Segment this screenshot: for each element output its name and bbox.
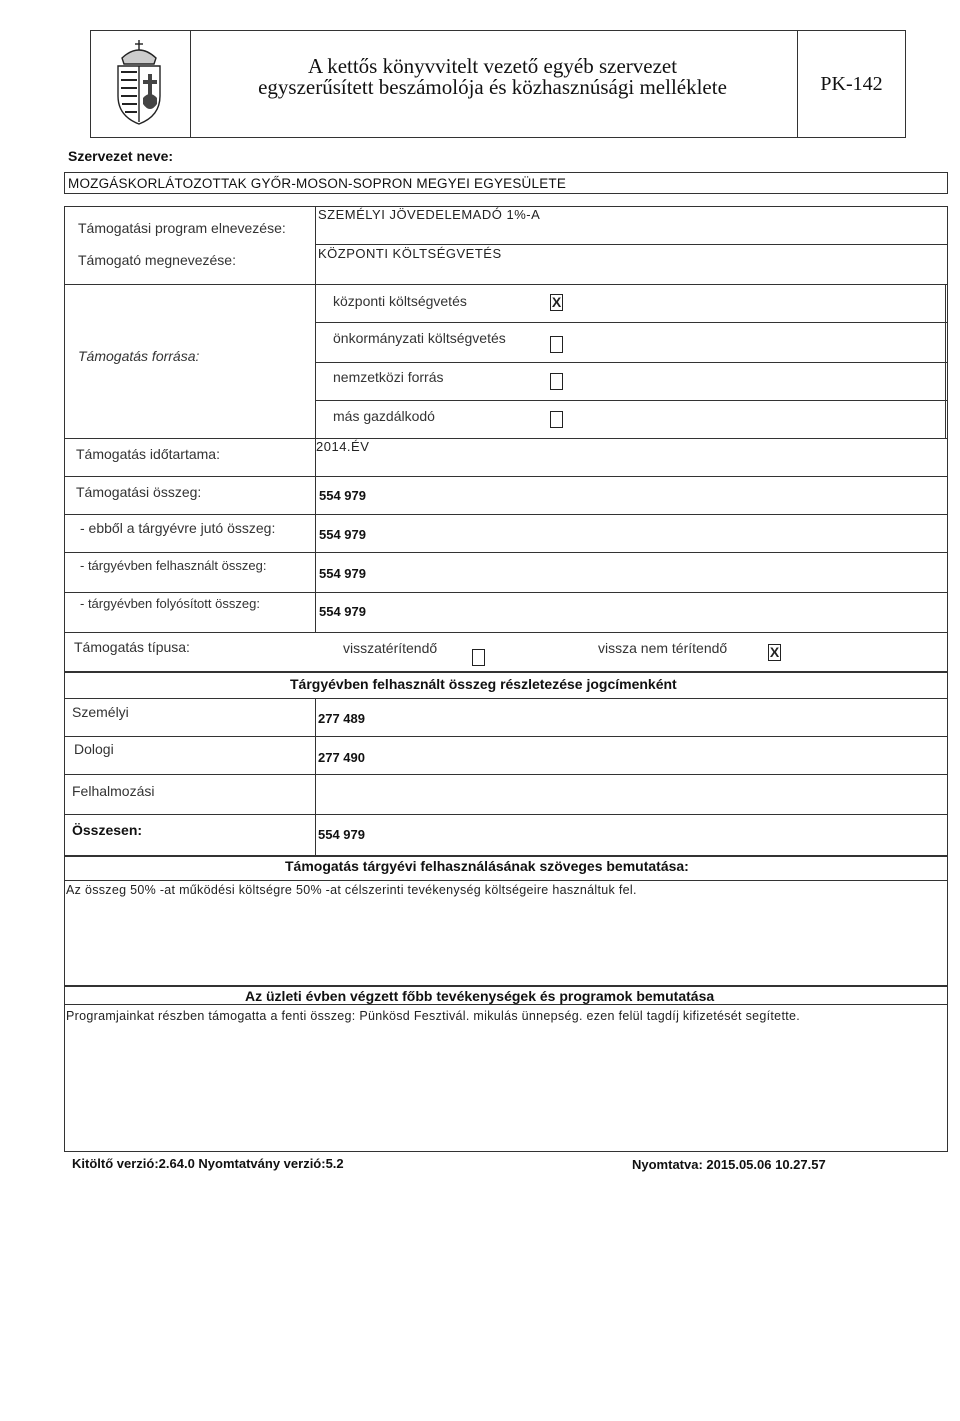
breakdown-material-label: Dologi	[74, 741, 114, 757]
hungarian-coat-of-arms-icon	[108, 38, 170, 126]
breakdown-material-value[interactable]: 277 490	[318, 750, 365, 765]
row-line-5	[315, 400, 948, 401]
source-central-checkbox[interactable]: X	[551, 294, 562, 310]
source-other-checkbox[interactable]	[550, 411, 563, 428]
breakdown-col-divider	[315, 698, 316, 856]
breakdown-total-label: Összesen:	[72, 822, 143, 838]
support-col-divider-src	[315, 284, 316, 438]
breakdown-line-1	[64, 698, 948, 699]
footer-printed: Nyomtatva: 2015.05.06 10.27.57	[632, 1157, 826, 1172]
paid-amount-value[interactable]: 554 979	[319, 604, 366, 619]
activities-title-line	[64, 1004, 948, 1005]
year-part-value[interactable]: 554 979	[319, 527, 366, 542]
paid-amount-label: - tárgyévben folyósított összeg:	[80, 596, 260, 611]
source-local-label: önkormányzati költségvetés	[333, 330, 506, 346]
source-international-label: nemzetközi forrás	[333, 369, 444, 385]
program-name-value[interactable]: SZEMÉLYI JÖVEDELEMADÓ 1%-A	[318, 207, 541, 222]
org-name-value: MOZGÁSKORLÁTOZOTTAK GYŐR-MOSON-SOPRON MEGYEI EGYESÜLETE	[68, 176, 567, 191]
activities-title: Az üzleti évben végzett főbb tevékenységek és programok bemutatása	[245, 988, 715, 1004]
breakdown-table	[64, 672, 948, 856]
breakdown-personal-value[interactable]: 277 489	[318, 711, 365, 726]
usage-title: Támogatás tárgyévi felhasználásának szöveges bemutatása:	[285, 858, 689, 874]
form-title-line2: egyszerűsített beszámolója és közhasznúsági melléklete	[258, 75, 727, 99]
support-col-divider-src-right	[945, 284, 946, 438]
support-col-divider-amt	[315, 438, 316, 632]
form-code: PK-142	[820, 73, 883, 95]
support-col-divider-top	[315, 206, 316, 284]
used-amount-value[interactable]: 554 979	[319, 566, 366, 581]
form-title-line1: A kettős könyvvitelt vezető egyéb szervezet	[307, 54, 678, 78]
source-international-checkbox[interactable]	[550, 373, 563, 390]
support-type-label: Támogatás típusa:	[74, 639, 190, 655]
source-local-checkbox[interactable]	[550, 336, 563, 353]
row-line-11	[64, 632, 948, 633]
activities-text[interactable]: Programjainkat részben támogatta a fenti összeg: Pünkösd Fesztivál. mikulás ünnepség. ezen felül tagdíj kifizetését segítette.	[66, 1009, 801, 1023]
grantor-label: Támogató megnevezése:	[78, 252, 236, 268]
row-line-8	[64, 514, 948, 515]
row-line-6	[64, 438, 948, 439]
amount-label: Támogatási összeg:	[76, 484, 202, 500]
breakdown-personal-label: Személyi	[72, 704, 129, 720]
org-name-label: Szervezet neve:	[68, 148, 174, 164]
row-line-2	[64, 284, 948, 285]
type-nonrefundable-checkbox[interactable]: X	[769, 644, 780, 660]
row-line-3	[315, 322, 948, 323]
year-part-label: - ebből a tárgyévre jutó összeg:	[80, 520, 276, 536]
type-nonrefundable-label: vissza nem térítendő	[598, 640, 728, 656]
breakdown-line-2	[64, 736, 948, 737]
usage-text[interactable]: Az összeg 50% -at működési költségre 50% -at célszerinti tevékenység költségeire használtuk fel.	[66, 883, 637, 897]
breakdown-title: Tárgyévben felhasznált összeg részletezése jogcímenként	[290, 676, 677, 692]
footer-version: Kitöltő verzió:2.64.0 Nyomtatvány verzió:5.2	[72, 1156, 344, 1171]
usage-section	[64, 856, 948, 986]
row-line-7	[64, 476, 948, 477]
support-source-label: Támogatás forrása:	[78, 348, 200, 364]
row-line-4	[315, 362, 948, 363]
type-refundable-checkbox[interactable]	[472, 649, 485, 666]
breakdown-total-value[interactable]: 554 979	[318, 827, 365, 842]
breakdown-line-4	[64, 814, 948, 815]
row-line-1	[315, 244, 948, 245]
row-line-9	[64, 552, 948, 553]
amount-value[interactable]: 554 979	[319, 488, 366, 503]
duration-label: Támogatás időtartama:	[76, 446, 220, 462]
row-line-10	[64, 592, 948, 593]
source-central-label: központi költségvetés	[333, 293, 467, 309]
source-other-label: más gazdálkodó	[333, 408, 435, 424]
used-amount-label: - tárgyévben felhasznált összeg:	[80, 558, 267, 573]
duration-value[interactable]: 2014.ÉV	[316, 439, 370, 454]
breakdown-investment-label: Felhalmozási	[72, 783, 155, 799]
grantor-value[interactable]: KÖZPONTI KÖLTSÉGVETÉS	[318, 246, 502, 261]
breakdown-line-3	[64, 774, 948, 775]
usage-title-line	[64, 880, 948, 881]
type-refundable-label: visszatérítendő	[343, 640, 438, 656]
program-name-label: Támogatási program elnevezése:	[78, 220, 286, 236]
